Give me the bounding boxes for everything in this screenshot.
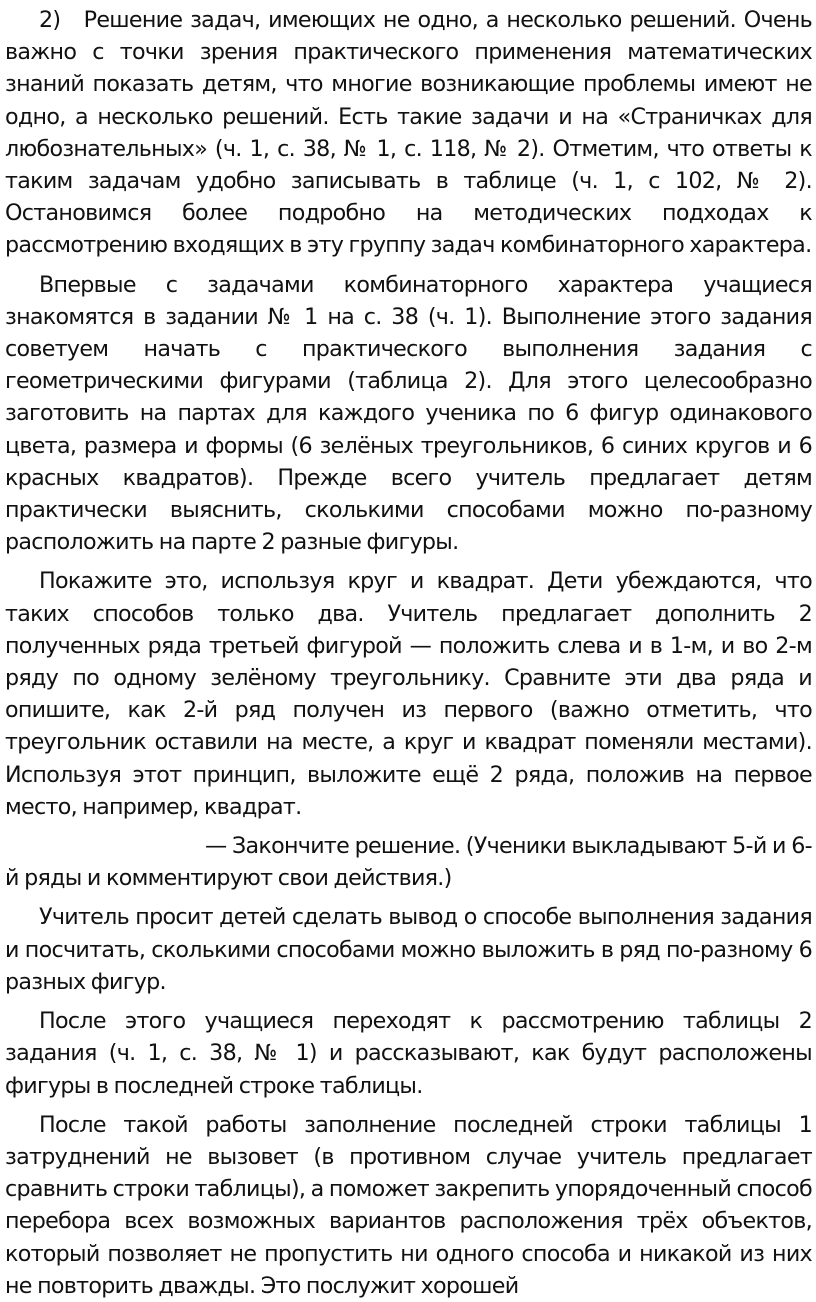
paragraph-combinatorial-tasks-intro: 2) Решение задач, имеющих не одно, а несколько решений. Очень важно с точки зрения практического применения математических знаний показать детям, что многие возникающие проблемы имеют не одно, а несколько решений. Есть такие задачи и на «Страничках для любознательных» (ч. 1, с. 38, № 1, с. 118, № 2). Отметим, что ответы к таким задачам удобно записывать в таблице (ч. 1, с 102, № 2). Остановимся более подробно на методических подходах к рассмотрению входящих в эту группу задач комбинаторного характера. bbox=[5, 7, 812, 259]
paragraph-teacher-conclusion: Учитель просит детей сделать вывод о способе выполнения задания и посчитать, сколькими способами можно выложить в ряд по-разному 6 разных фигур. bbox=[5, 904, 812, 995]
paragraph-table-two: После этого учащиеся переходят к рассмотрению таблицы 2 задания (ч. 1, с. 38, № 1) и рассказывают, как будут расположены фигуры в последней строке таблицы. bbox=[5, 1008, 812, 1099]
paragraph-finish-solution: — Закончите решение. (Ученики выкладывают 5-й и 6-й ряды и комментируют свои действия.) bbox=[5, 833, 812, 892]
paragraph-circle-and-square: Покажите это, используя круг и квадрат. Дети убеждаются, что таких способов только два. Учитель предлагает дополнить 2 полученных ряда третьей фигурой — положить слева и в 1-м, и во 2-м ряду по одному зелёному треугольнику. Сравните эти два ряда и опишите, как 2-й ряд получен из первого (важно отметить, что треугольник оставили на месте, а круг и квадрат поменяли местами). Используя этот принцип, выложите ещё 2 ряда, положив на первое место, например, квадрат. bbox=[5, 568, 812, 820]
paragraph-table-one: После такой работы заполнение последней строки таблицы 1 затруднений не вызовет (в противном случае учитель предлагает сравнить строки таблицы), а поможет закрепить упорядоченный способ перебора всех возможных вариантов расположения трёх объектов, который позволяет не пропустить ни одного способа и никакой из них не повторить дважды. Это послужит хорошей bbox=[5, 1111, 812, 1299]
paragraph-first-acquaintance: Впервые с задачами комбинаторного характера учащиеся знакомятся в задании № 1 на с. 38 (ч. 1). Выполнение этого задания советуем начать с практического выполнения задания с геометрическими фигурами (таблица 2). Для этого целесообразно заготовить на партах для каждого ученика по 6 фигур одинакового цвета, размера и формы (6 зелёных треугольников, 6 синих кругов и 6 красных квадратов). Прежде всего учитель предлагает детям практически выяснить, сколькими способами можно по-разному расположить на парте 2 разные фигуры. bbox=[5, 271, 812, 556]
